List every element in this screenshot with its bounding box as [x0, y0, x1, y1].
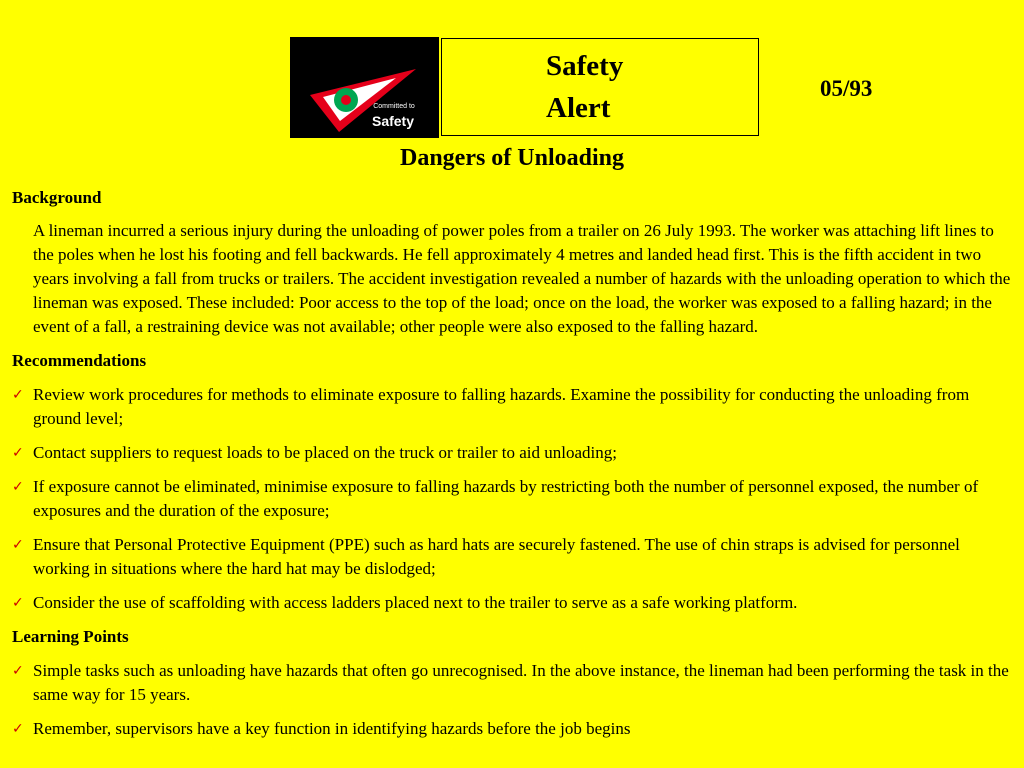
learning-point-text: Remember, supervisors have a key function in identifying hazards before the job begins — [33, 719, 631, 738]
recommendations-section-title: Recommendations — [12, 351, 147, 370]
background-section-title: Background — [12, 188, 102, 207]
checkmark-icon: ✓ — [12, 387, 24, 403]
logo-committed-text: Committed to — [373, 103, 415, 110]
document-body — [12, 186, 1014, 751]
safety-alert-title-box — [441, 38, 759, 136]
recommendation-item — [12, 441, 1014, 465]
logo-graphic — [290, 37, 439, 138]
committed-to-safety-logo — [290, 37, 439, 138]
issue-number: 05/93 — [820, 76, 873, 101]
checkmark-icon: ✓ — [12, 595, 24, 611]
recommendation-text: Ensure that Personal Protective Equipment (PPE) such as hard hats are securely fastened. The use of chin straps is advised for personnel working in situations where the hard hat may be dislodged; — [33, 535, 960, 578]
recommendation-text: Consider the use of scaffolding with access ladders placed next to the trailer to serve as a safe working platform. — [33, 593, 798, 612]
logo-safety-text: Safety — [371, 113, 415, 129]
recommendation-text: Contact suppliers to request loads to be placed on the truck or trailer to aid unloading; — [33, 443, 617, 462]
checkmark-icon: ✓ — [12, 445, 24, 461]
checkmark-icon: ✓ — [12, 721, 24, 737]
background-paragraph: A lineman incurred a serious injury during the unloading of power poles from a trailer on 26 July 1993. The worker was attaching lift lines to the poles when he lost his footing and fell backwards. He fell approximately 4 metres and landed head first. This is the fifth accident in two years involving a fall from trucks or trailers. The accident investigation revealed a number of hazards with the unloading operation to which the lineman was exposed. These included: Poor access to the top of the load; once on the load, the worker was exposed to a falling hazard; in the event of a fall, a restraining device was not available; other people were also exposed to the falling hazard. — [33, 221, 1011, 336]
learning-points-section-title: Learning Points — [12, 627, 129, 646]
recommendation-item — [12, 383, 1014, 431]
learning-point-item — [12, 717, 1014, 741]
checkmark-icon: ✓ — [12, 537, 24, 553]
recommendation-text: If exposure cannot be eliminated, minimise exposure to falling hazards by restricting both the number of personnel exposed, the number of exposures and the duration of the exposure; — [33, 477, 979, 520]
title-line-2: Alert — [546, 92, 611, 124]
recommendation-item — [12, 533, 1014, 581]
title-line-1: Safety — [546, 50, 624, 82]
logo-gear-center — [341, 95, 351, 105]
recommendations-list — [12, 383, 1014, 615]
checkmark-icon: ✓ — [12, 663, 24, 679]
learning-points-list — [12, 659, 1014, 741]
recommendation-item — [12, 475, 1014, 523]
learning-point-text: Simple tasks such as unloading have hazards that often go unrecognised. In the above instance, the lineman had been performing the task in the same way for 15 years. — [33, 661, 1009, 704]
document-heading: Dangers of Unloading — [399, 145, 625, 171]
recommendation-item — [12, 591, 1014, 615]
checkmark-icon: ✓ — [12, 479, 24, 495]
learning-point-item — [12, 659, 1014, 707]
recommendation-text: Review work procedures for methods to eliminate exposure to falling hazards. Examine the possibility for conducting the unloading from ground level; — [33, 385, 970, 428]
